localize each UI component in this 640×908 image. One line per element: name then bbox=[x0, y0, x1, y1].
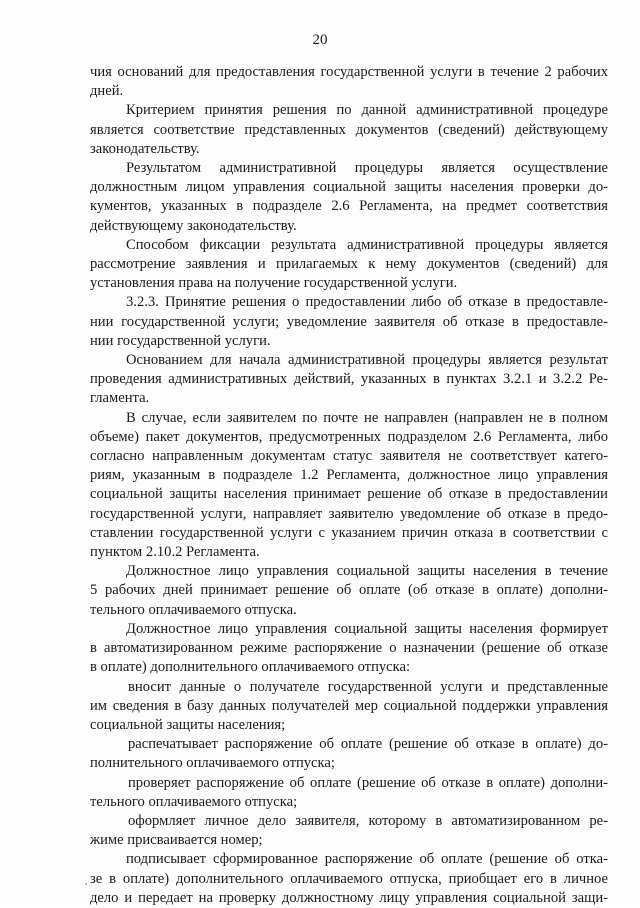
text-line: дело и передает на проверку должностному лицу управления социальной защи- bbox=[90, 889, 608, 906]
page-number: 20 bbox=[312, 32, 328, 48]
text-line: нии государственной услуги. bbox=[90, 332, 271, 349]
paragraph bbox=[90, 812, 608, 850]
text-line: объеме) пакет документов, предусмотренных подразделом 2.6 Регламента, либо bbox=[90, 428, 608, 445]
text-line: в оплате) дополнительного оплачиваемого отпуска: bbox=[90, 659, 411, 676]
text-line: тельного оплачиваемого отпуска; bbox=[90, 793, 298, 810]
paragraph bbox=[90, 293, 608, 351]
text-line: согласно направленным документам статус заявителя не соответствует катего- bbox=[90, 448, 608, 465]
paragraph bbox=[90, 620, 608, 678]
text-line: 3.2.3. Принятие решения о предоставлении либо об отказе в предоставле- bbox=[126, 294, 608, 311]
text-line: вносит данные о получателе государственной услуги и представленные bbox=[128, 678, 608, 695]
text-line: нии государственной услуги; уведомление заявителя об отказе в предоставле- bbox=[90, 313, 608, 330]
text-line: проверяет распоряжение об оплате (решение об отказе в оплате) дополни- bbox=[128, 774, 608, 791]
text-line: Основанием для начала административной процедуры является результат bbox=[126, 352, 608, 369]
document-body bbox=[90, 63, 608, 908]
paragraph bbox=[90, 774, 608, 812]
paragraph bbox=[90, 351, 608, 409]
text-line: им сведения в базу данных получателей мер социальной поддержки управления bbox=[90, 697, 608, 714]
text-line: действующему законодательству. bbox=[90, 217, 297, 234]
text-line: гламента. bbox=[90, 390, 150, 407]
scan-speck bbox=[85, 883, 87, 885]
text-line: полнительного оплачиваемого отпуска; bbox=[90, 755, 335, 772]
text-line: социальной защиты населения принимает решение об отказе в предоставлении bbox=[90, 486, 608, 503]
text-line: Результатом административной процедуры является осуществление bbox=[126, 160, 608, 177]
text-line: в автоматизированном режиме распоряжение о назначении (решение об отказе bbox=[90, 640, 608, 657]
paragraph bbox=[90, 159, 608, 236]
text-line: установления права на получение государственной услуги. bbox=[90, 275, 458, 292]
paragraph bbox=[90, 101, 608, 159]
text-line: подписывает сформированное распоряжение об оплате (решение об отка- bbox=[126, 851, 608, 868]
text-line: жиме присваивается номер; bbox=[90, 832, 263, 849]
paragraph bbox=[90, 735, 608, 773]
paragraph bbox=[90, 850, 608, 908]
text-line: Должностное лицо управления социальной защиты населения формирует bbox=[126, 620, 608, 637]
paragraph bbox=[90, 63, 608, 101]
paragraph bbox=[90, 562, 608, 620]
text-line: Способом фиксации результата административной процедуры является bbox=[126, 236, 608, 253]
text-line: чия оснований для предоставления государственной услуги в течение 2 рабочих bbox=[90, 64, 608, 80]
paragraph bbox=[90, 236, 608, 294]
text-line: законодательству. bbox=[90, 140, 200, 157]
text-line: риям, указанным в подразделе 1.2 Регламента, должностное лицо управления bbox=[90, 467, 608, 484]
text-line: Должностное лицо управления социальной защиты населения в течение bbox=[126, 563, 608, 580]
text-line: должностным лицом управления социальной защиты населения проверки до- bbox=[90, 179, 608, 196]
text-line: тельного оплачиваемого отпуска. bbox=[90, 601, 297, 618]
text-line: кументов, указанных в подразделе 2.6 Регламента, на предмет соответствия bbox=[90, 198, 608, 215]
text-line: зе в оплате) дополнительного оплачиваемого отпуска, приобщает его в личное bbox=[90, 870, 608, 887]
text-line: В случае, если заявителем по почте не направлен (направлен не в полном bbox=[126, 409, 608, 426]
text-line: 5 рабочих дней принимает решение об оплате (об отказе в оплате) дополни- bbox=[90, 582, 608, 599]
text-line: рассмотрение заявления и прилагаемых к нему документов (сведений) для bbox=[90, 256, 608, 273]
text-line: распечатывает распоряжение об оплате (решение об отказе в оплате) до- bbox=[128, 736, 608, 753]
text-line: дней. bbox=[90, 83, 124, 100]
text-line: государственной услуги, направляет заявителю уведомление об отказе в предо- bbox=[90, 505, 608, 522]
text-line: пунктом 2.10.2 Регламента. bbox=[90, 544, 260, 561]
paragraph bbox=[90, 409, 608, 563]
text-line: Критерием принятия решения по данной административной процедуре bbox=[126, 102, 608, 119]
text-line: ставлении государственной услуги с указанием причин отказа в соответствии с bbox=[90, 524, 608, 541]
text-line: проведения административных действий, указанных в пунктах 3.2.1 и 3.2.2 Ре- bbox=[90, 371, 608, 388]
text-line: социальной защиты населения; bbox=[90, 716, 286, 733]
text-line: оформляет личное дело заявителя, которому в автоматизированном ре- bbox=[128, 812, 608, 829]
text-line: является соответствие представленных документов (сведений) действующему bbox=[90, 121, 608, 138]
paragraph bbox=[90, 678, 608, 736]
